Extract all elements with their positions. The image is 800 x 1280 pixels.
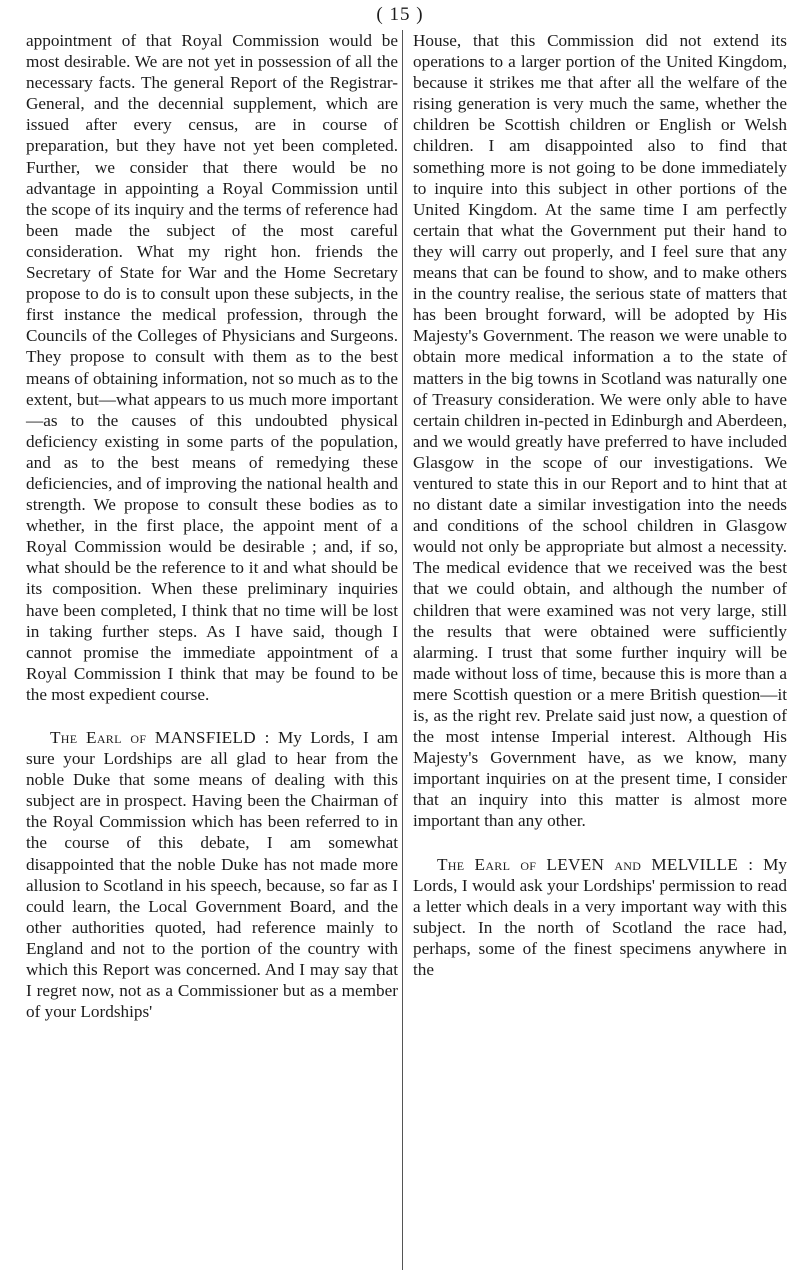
speech-leven-melville	[413, 854, 787, 981]
right-paragraph-continued: House, that this Commission did not extend its operations to a larger portion of the United Kingdom, because it strikes me that after all the welfare of the rising generation is very much the same, whether the children be Scottish children or English or Welsh children. I am disappointed also to find that something more is not going to be done immediately to inquire into this subject in other portions of the United Kingdom. At the same time I am perfectly certain that what the Government put their hand to they will carry out properly, and I feel sure that any means that can be found to show, and to make others in the country realise, the serious state of matters that has been brought forward, will be adopted by His Majesty's Government. The reason we were unable to obtain more medical information a to the state of matters in the big towns in Scotland was naturally one of Treasury consideration. We were only able to have certain children in-pected in Edinburgh and Aberdeen, and we would greatly have preferred to have included Glasgow in the scope of our investigations. We ventured to state this in our Report and to hint that at no distant date a similar investigation into the needs and conditions of the school children in Glasgow would not only be appropriate but almost a necessity. The medical evidence that we received was the best that we could obtain, and although the number of children that were examined was not very large, still the results that were obtained were sufficiently alarming. I trust that some further inquiry will be made without loss of time, because this is more than a mere Scottish question or a mere British question—it is, as the right rev. Prelate said just now, a question of the most intense Imperial interest. Although His Majesty's Government have, as we know, many important inquiries on at the present time, I consider that an inquiry into this matter is almost more important than any other.	[413, 31, 787, 831]
column-divider	[402, 30, 403, 1270]
left-paragraph-continued: appointment of that Royal Commission would be most desirable. We are not yet in possession of all the necessary facts. The general Report of the Registrar-General, and the decennial supplement, which are issued after every census, are in course of preparation, but they have not yet been completed. Further, we consider that there would be no advantage in appointing a Royal Commission until the scope of its inquiry and the terms of reference had been made the subject of the most careful consideration. What my right hon. friends the Secretary of State for War and the Home Secretary propose to do is to consult upon these subjects, in the first instance the medical profession, through the Councils of the Colleges of Physicians and Surgeons. They propose to consult with them as to the best means of obtaining information, not so much as to the extent, but—what appears to us much more important—as to the causes of this undoubted physical deficiency existing in some parts of the population, and as to the best means of remedying these deficiencies, and of improving the national health and strength. We propose to consult these bodies as to whether, in the first place, the appoint ment of a Royal Commission would be desirable ; and, if so, what should be the reference to it and what should be its composition. When these preliminary inquiries have been completed, I think that no time will be lost in taking further steps. As I have said, though I cannot promise the immediate appointment of a Royal Commission I think that may be found to be the most expedient course.	[26, 31, 398, 704]
speaker-name: The Earl of MANSFIELD :	[50, 728, 270, 747]
speech-text: My Lords, I am sure your Lordships are all glad to hear from the noble Duke that some means of dealing with this subject are in prospect. Having been the Chairman of the Royal Commission which has been referred to in the course of this debate, I am somewhat disappointed that the noble Duke has not made more allusion to Scotland in his speech, because, so far as I could learn, the Local Government Board, and the other authorities quoted, had reference mainly to England and not to the portion of the country with which this Report was concerned. And I may say that I regret now, not as a Commissioner but as a member of your Lordships'	[26, 728, 398, 1022]
right-column	[413, 30, 787, 980]
left-column	[26, 30, 398, 1022]
speech-mansfield	[26, 727, 398, 1022]
speaker-name: The Earl of LEVEN and MELVILLE :	[437, 854, 754, 874]
speech-text: My Lords, I would ask your Lordships' permission to read a letter which deals in a very important way with this subject. In the north of Scotland the race had, perhaps, some of the finest specimens anywhere in the	[413, 854, 787, 980]
page-number: ( 15 )	[376, 4, 424, 25]
